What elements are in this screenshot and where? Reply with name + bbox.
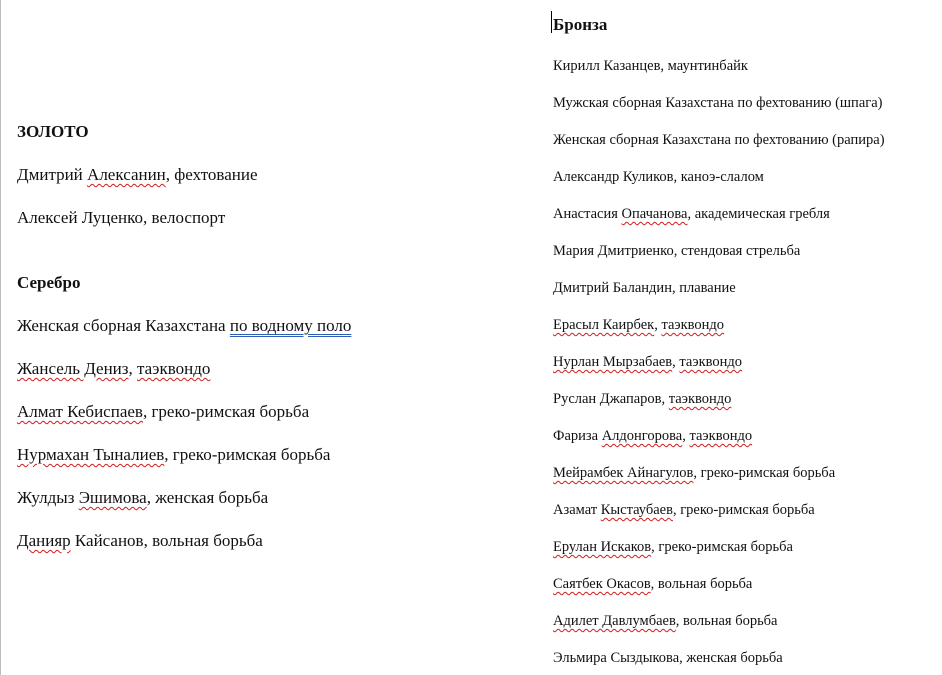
bronze-entry: Адилет Давлумбаев, вольная борьба xyxy=(553,613,778,629)
bronze-entry: Фариза Алдонгорова, таэквондо xyxy=(553,428,753,444)
bronze-entry: Ерулан Искаков, греко-римская борьба xyxy=(553,539,793,555)
silver-entry: Жансель Дениз, таэквондо xyxy=(17,359,211,378)
bronze-entry: Ерасыл Каирбек, таэквондо xyxy=(553,317,725,333)
left-column xyxy=(17,0,517,675)
bronze-entry: Мейрамбек Айнагулов, греко-римская борьба xyxy=(553,465,836,481)
bronze-entry: Эльмира Сыздыкова, женская борьба xyxy=(553,650,783,666)
bronze-entry: Нурлан Мырзабаев, таэквондо xyxy=(553,354,743,370)
bronze-entry: Руслан Джапаров, таэквондо xyxy=(553,391,732,407)
bronze-entry: Саятбек Окасов, вольная борьба xyxy=(553,576,753,592)
silver-entry: Данияр Кайсанов, вольная борьба xyxy=(17,531,263,550)
page-left-edge xyxy=(0,0,1,675)
text-cursor xyxy=(551,11,552,33)
bronze-heading: Бронза xyxy=(553,15,608,34)
right-column xyxy=(553,0,938,675)
bronze-entry: Анастасия Опачанова, академическая гребля xyxy=(553,206,830,222)
bronze-entry: Кирилл Казанцев, маунтинбайк xyxy=(553,58,748,74)
bronze-entry: Мария Дмитриенко, стендовая стрельба xyxy=(553,243,801,259)
bronze-entry: Женская сборная Казахстана по фехтованию (рапира) xyxy=(553,132,885,148)
bronze-entry: Дмитрий Баландин, плавание xyxy=(553,280,736,296)
bronze-entry: Александр Куликов, каноэ-слалом xyxy=(553,169,764,185)
silver-entry: Нурмахан Тыналиев, греко-римская борьба xyxy=(17,445,331,464)
silver-entry: Жулдыз Эшимова, женская борьба xyxy=(17,488,269,507)
silver-entry: Алмат Кебиспаев, греко-римская борьба xyxy=(17,402,310,421)
bronze-entry: Азамат Кыстаубаев, греко-римская борьба xyxy=(553,502,815,518)
gold-entry: Дмитрий Алексанин, фехтование xyxy=(17,165,258,184)
gold-heading: ЗОЛОТО xyxy=(17,122,89,141)
silver-entry: Женская сборная Казахстана по водному поло xyxy=(17,316,352,335)
gold-entry: Алексей Луценко, велоспорт xyxy=(17,208,226,227)
silver-heading: Серебро xyxy=(17,273,81,292)
bronze-entry: Мужская сборная Казахстана по фехтованию (шпага) xyxy=(553,95,883,111)
